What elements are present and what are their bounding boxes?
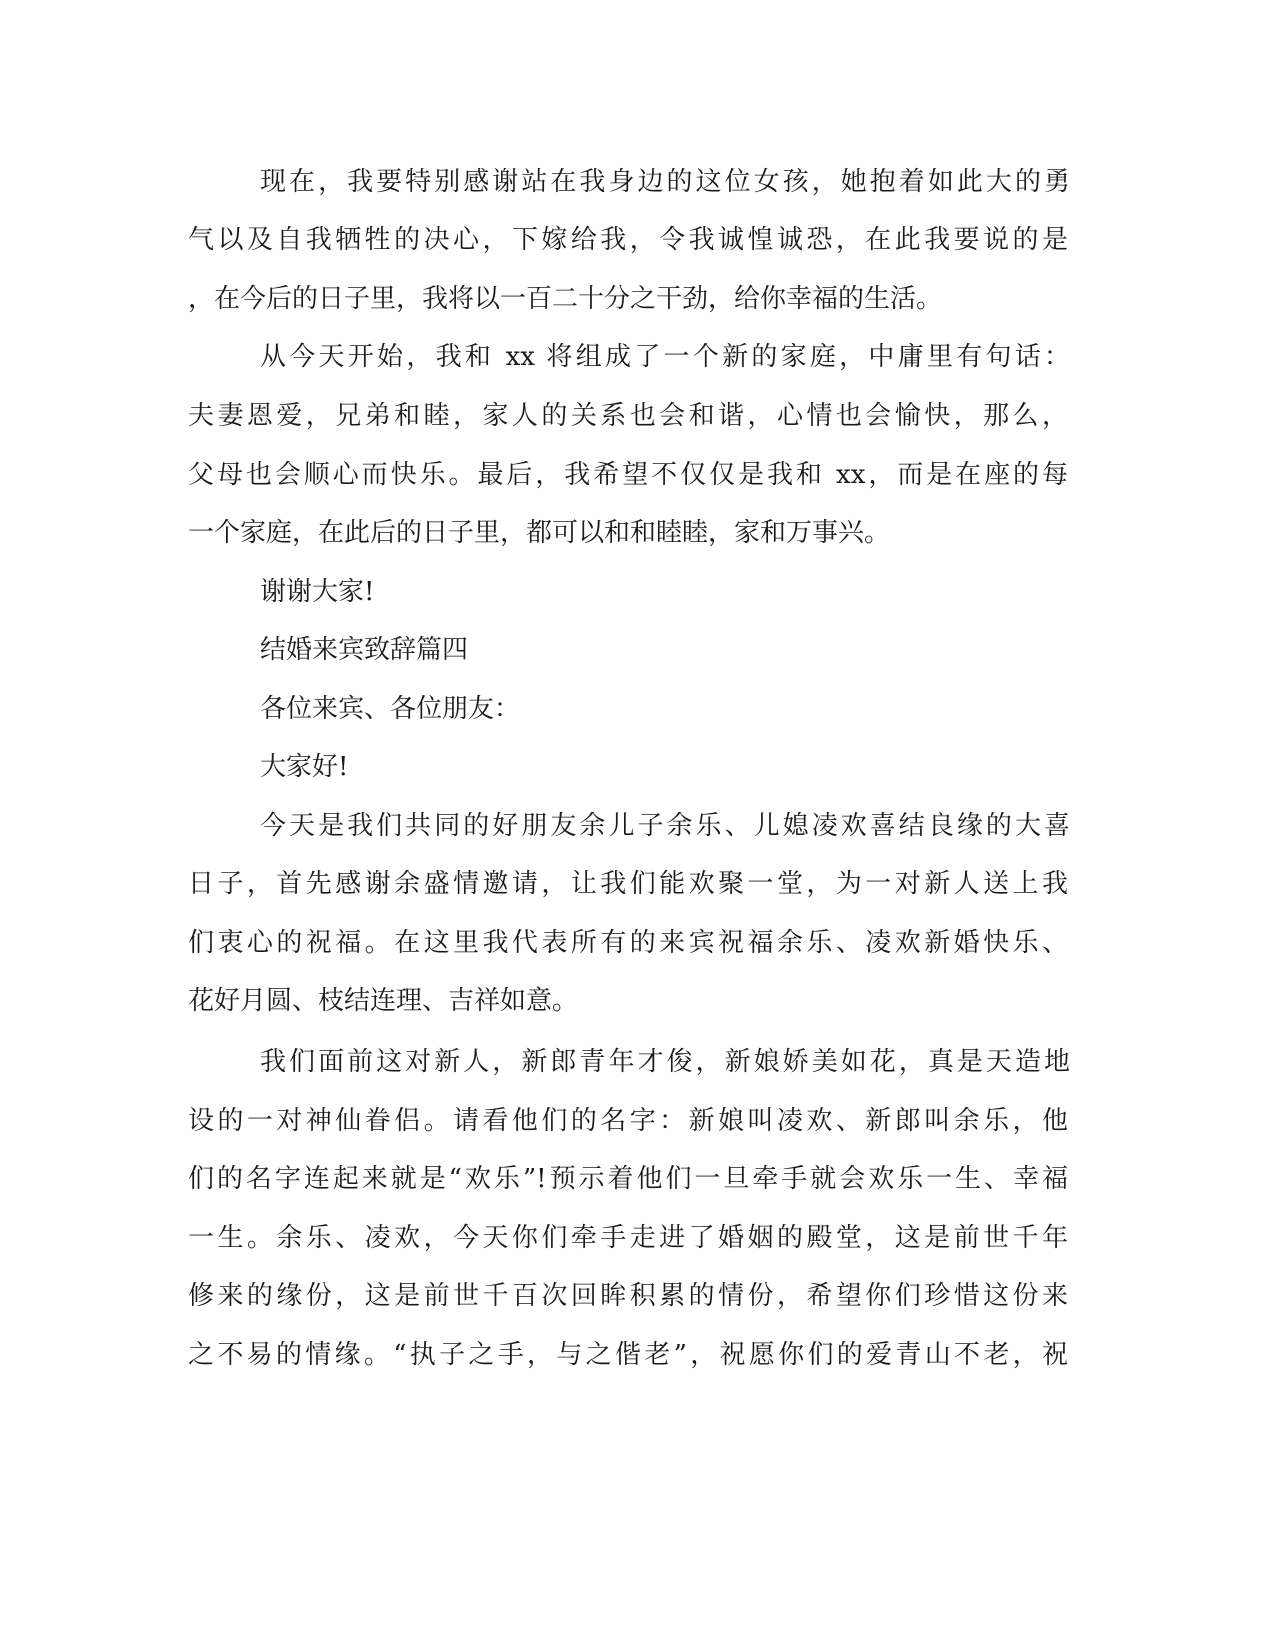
- paragraph-line: 设的一对神仙眷侣。请看他们的名字：新娘叫凌欢、新郎叫余乐，他: [188, 1106, 1068, 1136]
- paragraph-line: 们的名字连起来就是“欢乐”!预示着他们一旦牵手就会欢乐一生、幸福: [188, 1164, 1068, 1194]
- paragraph-line: 气以及自我牺牲的决心，下嫁给我，令我诚惶诚恐，在此我要说的是: [188, 225, 1068, 255]
- paragraph-line: 现在，我要特别感谢站在我身边的这位女孩，她抱着如此大的勇: [260, 167, 1070, 197]
- paragraph-line: 我们面前这对新人，新郎青年才俊，新娘娇美如花，真是天造地: [260, 1047, 1070, 1077]
- paragraph-line: 一生。余乐、凌欢，今天你们牵手走进了婚姻的殿堂，这是前世千年: [188, 1223, 1068, 1253]
- paragraph-line: 们衷心的祝福。在这里我代表所有的来宾祝福余乐、凌欢新婚快乐、: [188, 928, 1068, 958]
- paragraph-line: 之不易的情缘。“执子之手，与之偕老”，祝愿你们的爱青山不老，祝: [188, 1340, 1068, 1370]
- paragraph-line: 今天是我们共同的好朋友余儿子余乐、儿媳凌欢喜结良缘的大喜: [260, 811, 1070, 841]
- paragraph-line: 修来的缘份，这是前世千百次回眸积累的情份，希望你们珍惜这份来: [188, 1281, 1068, 1311]
- paragraph-line: 花好月圆、枝结连理、吉祥如意。: [188, 986, 579, 1016]
- paragraph-line: 日子，首先感谢余盛情邀请，让我们能欢聚一堂，为一对新人送上我: [188, 869, 1068, 899]
- section-heading: 结婚来宾致辞篇四: [260, 635, 469, 665]
- paragraph-line: 父母也会顺心而快乐。最后，我希望不仅仅是我和 xx，而是在座的每: [188, 460, 1068, 490]
- paragraph-line: 夫妻恩爱，兄弟和睦，家人的关系也会和谐，心情也会愉快，那么，: [188, 401, 1068, 431]
- closing-line: 谢谢大家!: [260, 577, 375, 607]
- paragraph-line: 一个家庭，在此后的日子里，都可以和和睦睦，家和万事兴。: [188, 518, 891, 548]
- paragraph-line: ，在今后的日子里，我将以一百二十分之干劲，给你幸福的生活。: [188, 284, 943, 314]
- greeting-line: 大家好!: [260, 752, 349, 782]
- paragraph-line: 从今天开始，我和 xx 将组成了一个新的家庭，中庸里有句话：: [260, 342, 1070, 372]
- salutation-line: 各位来宾、各位朋友：: [260, 694, 521, 724]
